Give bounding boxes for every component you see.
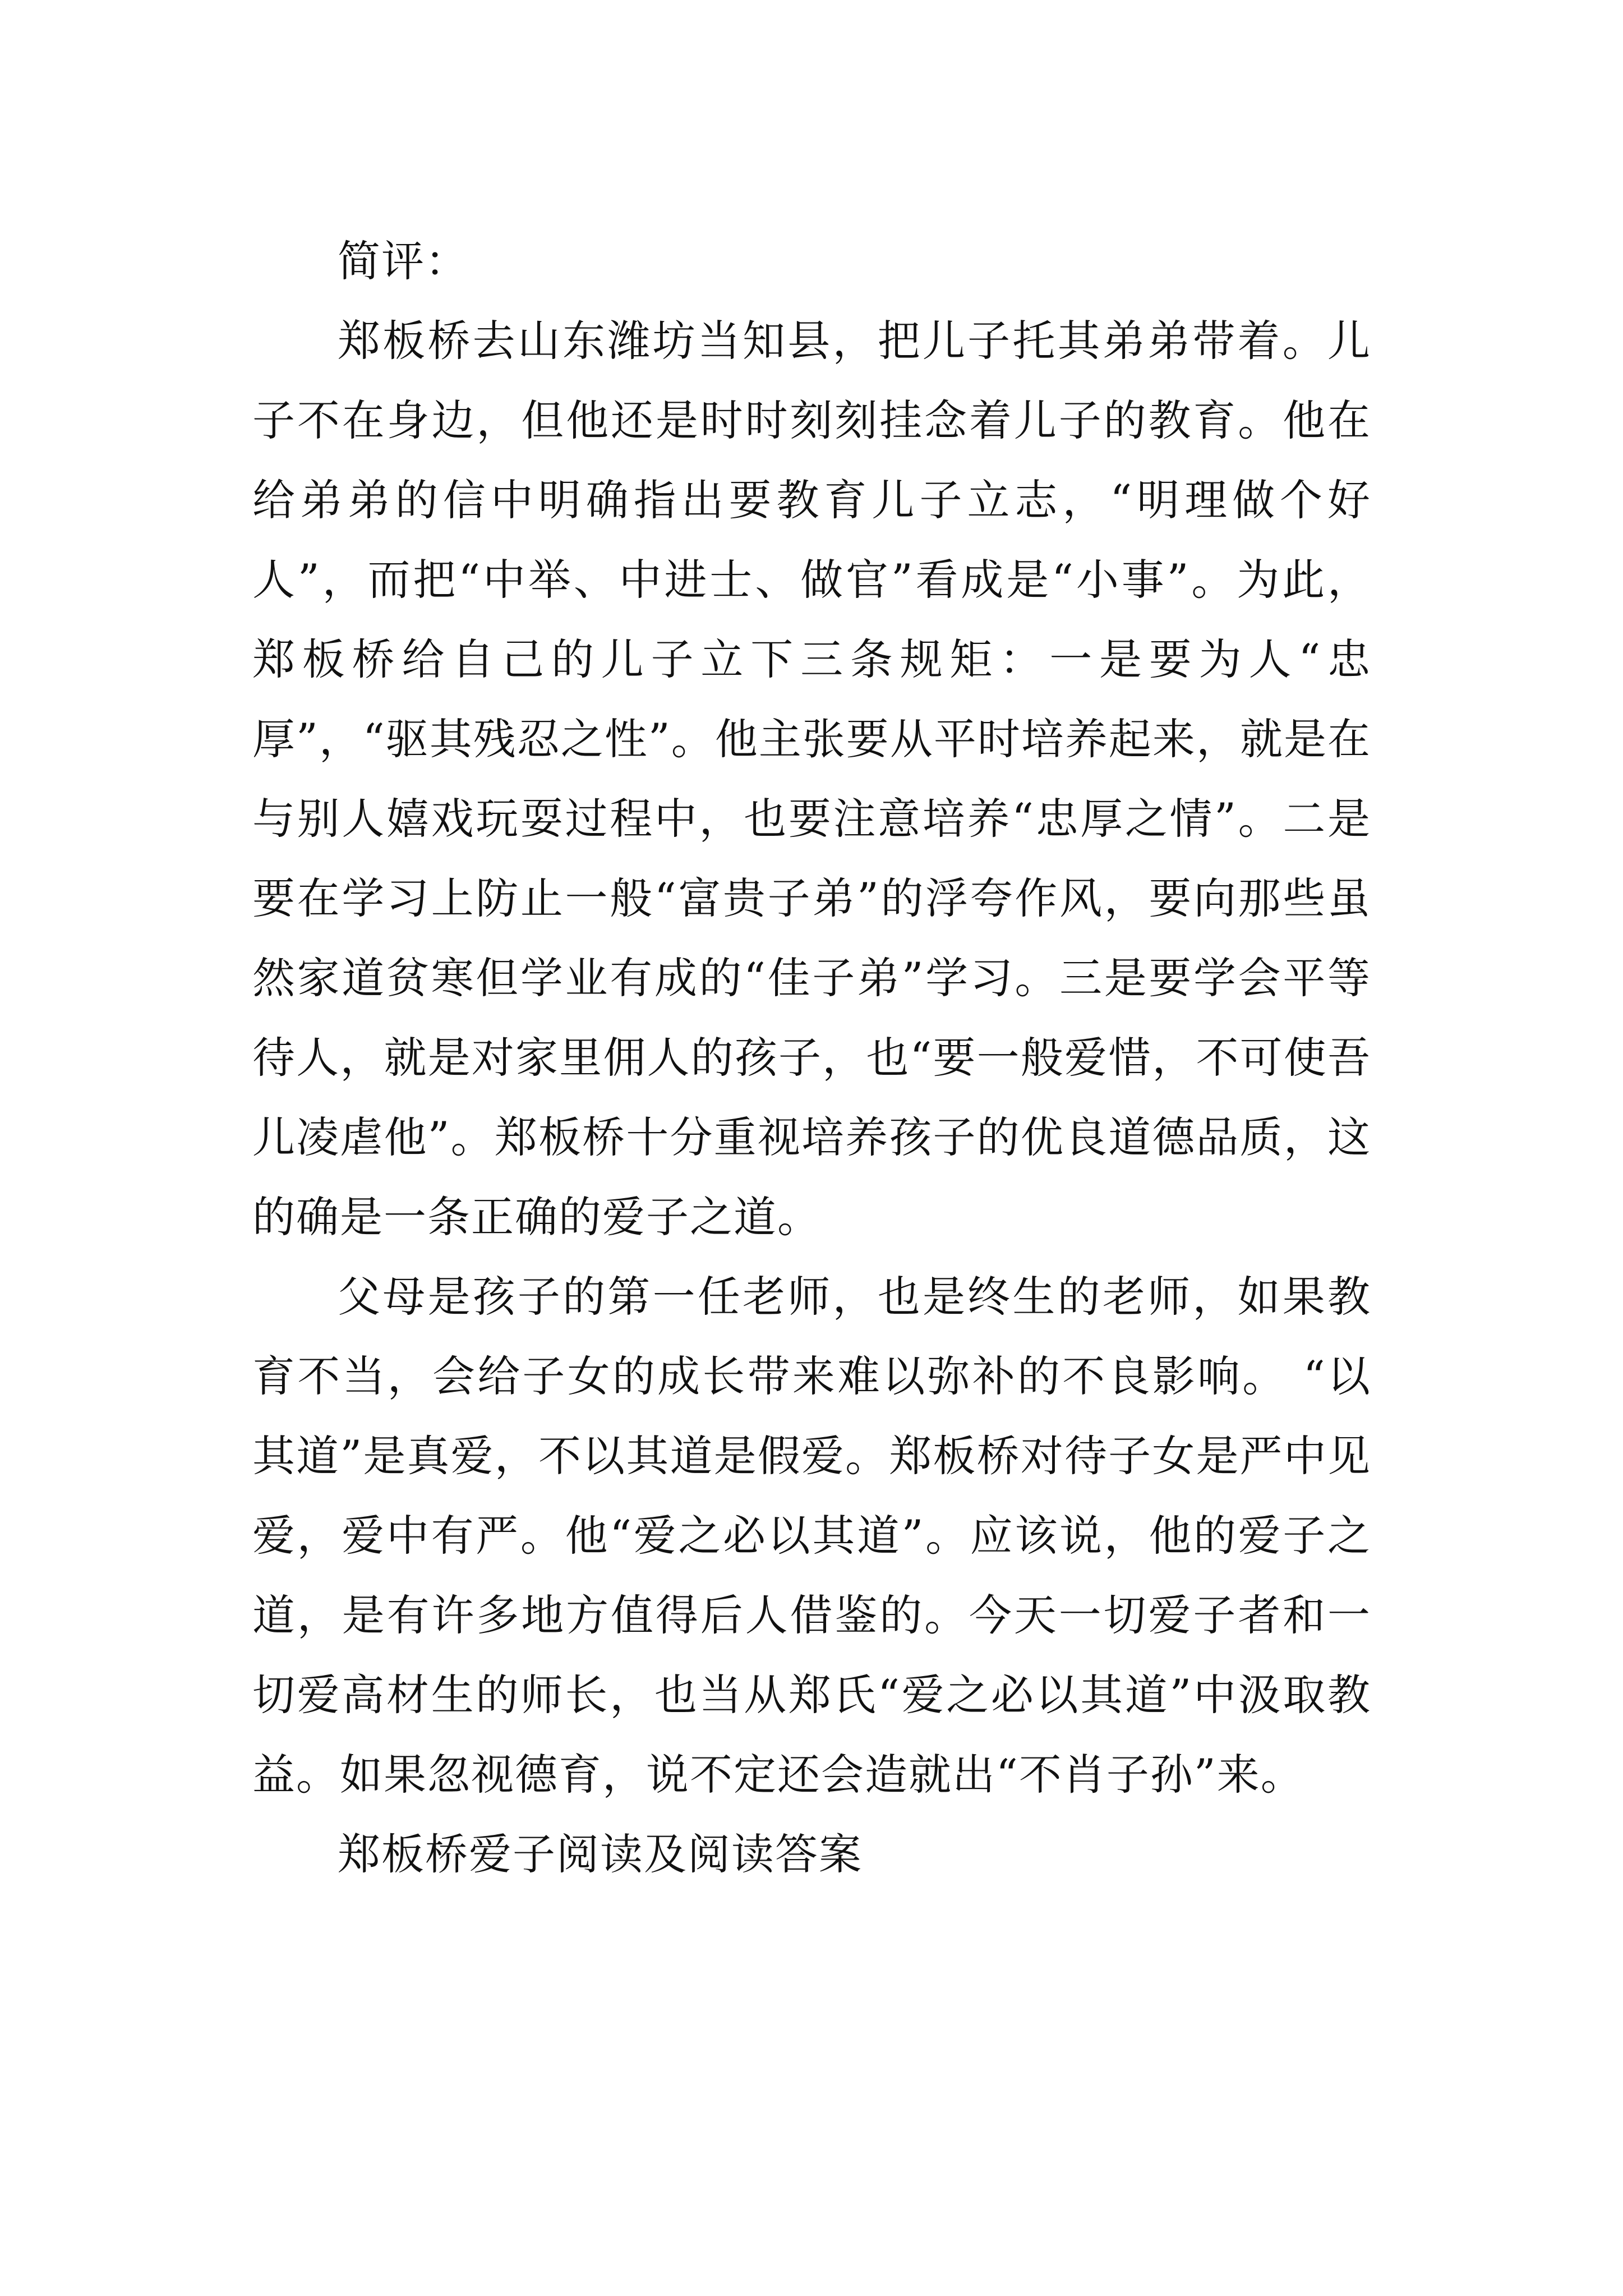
body-paragraph-1: 郑板桥去山东潍坊当知县，把儿子托其弟弟带着。儿子不在身边，但他还是时时刻刻挂念着儿子的教育。他在给弟弟的信中明确指出要教育儿子立志，“明理做个好人”，而把“中举、中进士、做官”看成是“小事”。为此，郑板桥给自己的儿子立下三条规矩：一是要为人“忠厚”，“驱其残忍之性”。他主张要从平时培养起来，就是在与别人嬉戏玩耍过程中，也要注意培养“忠厚之情”。二是要在学习上防止一般“富贵子弟”的浮夸作风，要向那些虽然家道贫寒但学业有成的“佳子弟”学习。三是要学会平等待人，就是对家里佣人的孩子，也“要一般爱惜，不可使吾儿凌虐他”。郑板桥十分重视培养孩子的优良道德品质，这的确是一条正确的爱子之道。 <box>252 316 1371 1242</box>
body-paragraph-2: 父母是孩子的第一任老师，也是终生的老师，如果教育不当，会给子女的成长带来难以弥补的不良影响。 “以其道”是真爱，不以其道是假爱。郑板桥对待子女是严中见爱，爱中有严。他“爱之必以其道”。应该说，他的爱子之道，是有许多地方值得后人借鉴的。今天一切爱子者和一切爱高材生的师长，也当从郑氏“爱之必以其道”中汲取教益。如果忽视德育，说不定还会造就出“不肖子孙”来。 <box>252 1272 1371 1800</box>
section-heading: 简评： <box>338 236 469 286</box>
document-title-line: 郑板桥爱子阅读及阅读答案 <box>338 1829 863 1879</box>
document-body <box>252 222 1371 1894</box>
